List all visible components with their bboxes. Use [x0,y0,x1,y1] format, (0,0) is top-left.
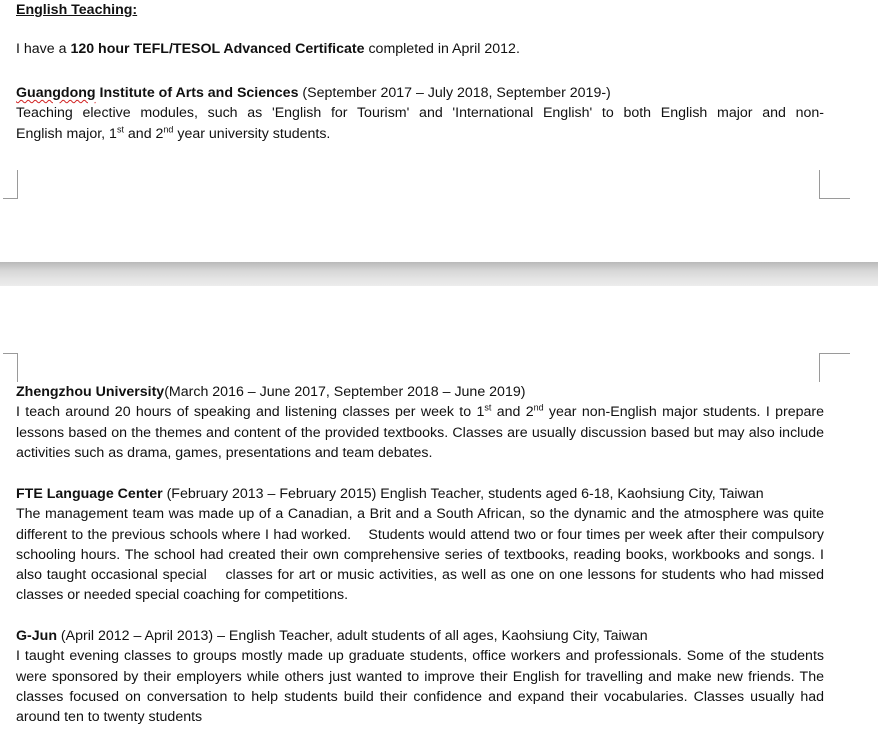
sup-st: st [116,123,124,134]
margin-corner-bottom-right [819,170,850,199]
guangdong-desc-part-a: English major, 1 [16,125,117,142]
document-page-1 [0,0,878,262]
zhengzhou-entry [16,382,824,463]
gjun-entry [16,626,824,727]
gjun-title-line [16,626,824,646]
guangdong-desc-line1: Teaching elective modules, such as 'English for Tourism' and 'International English' to both English major and non- [16,105,824,122]
guangdong-name-rest: Institute of Arts and Sciences [95,85,299,101]
cert-prefix: I have a [16,41,71,57]
zhengzhou-text-c: year non-English major students. I prepare lessons based on the themes and content of the provided textbooks. Classes are usually discussion based but may also include activities such as drama, games, presentations and team debates. [16,404,824,461]
gjun-description: I taught evening classes to groups mostly made up graduate students, office workers and professionals. Some of the students were sponsored by their employers while others just wanted to improve their English for travelling and make new friends. The classes focused on conversation to help students build their confidence and expand their vocabularies. Classes usually had around ten to twenty students [16,648,824,726]
margin-corner-top-right [819,353,850,382]
zhengzhou-description [16,402,824,463]
gjun-dates: (April 2012 – April 2013) – English Teacher, adult students of all ages, Kaohsiung City, Taiwan [56,628,648,644]
document-page-2 [0,286,878,741]
sup-nd: nd [163,123,174,134]
guangdong-title-line [16,83,824,103]
gjun-name: G-Jun [16,628,57,644]
guangdong-desc-part-b: and 2 [123,125,164,142]
fte-name: FTE Language Center [16,486,163,502]
zhengzhou-text-a: I teach around 20 hours of speaking and listening classes per week to 1 [16,404,485,421]
margin-corner-bottom-left [3,170,18,199]
zhengzhou-name: Zhengzhou University [16,384,165,400]
guangdong-desc-line2 [16,124,824,144]
cert-suffix: completed in April 2012. [364,41,520,57]
heading-english-teaching: English Teaching: [16,2,138,18]
sup-nd: nd [533,402,544,413]
page-break-gap [0,262,878,286]
section-heading [16,0,824,20]
sup-st: st [484,402,492,413]
fte-dates: (February 2013 – February 2015) English Teacher, students aged 6-18, Kaohsiung City, Taiwan [162,486,764,502]
guangdong-entry [16,83,824,144]
cert-name: 120 hour TEFL/TESOL Advanced Certificate [70,41,365,57]
fte-entry [16,484,828,606]
certificate-paragraph [16,39,824,59]
margin-corner-top-left [3,353,18,382]
fte-description: The management team was made up of a Canadian, a Brit and a South African, so the dynamic and the atmosphere was quite different to the previous schools where I had worked. Students would attend two or four times per week after their compulsory schooling hours. The school had created their own comprehensive series of textbooks, reading books, workbooks and songs. I also taught occasional special classes for art or music activities, as well as one on one lessons for students who had missed classes or needed special coaching for competitions. [16,506,828,604]
fte-title-line [16,484,824,504]
guangdong-dates: (September 2017 – July 2018, September 2019-) [298,85,611,101]
zhengzhou-text-b: and 2 [491,404,534,421]
zhengzhou-dates: (March 2016 – June 2017, September 2018 – June 2019) [164,384,526,400]
guangdong-name-spellcheck[interactable]: Guangdong [16,85,96,101]
zhengzhou-title-line [16,382,824,402]
guangdong-desc-part-c: year university students. [173,125,331,142]
